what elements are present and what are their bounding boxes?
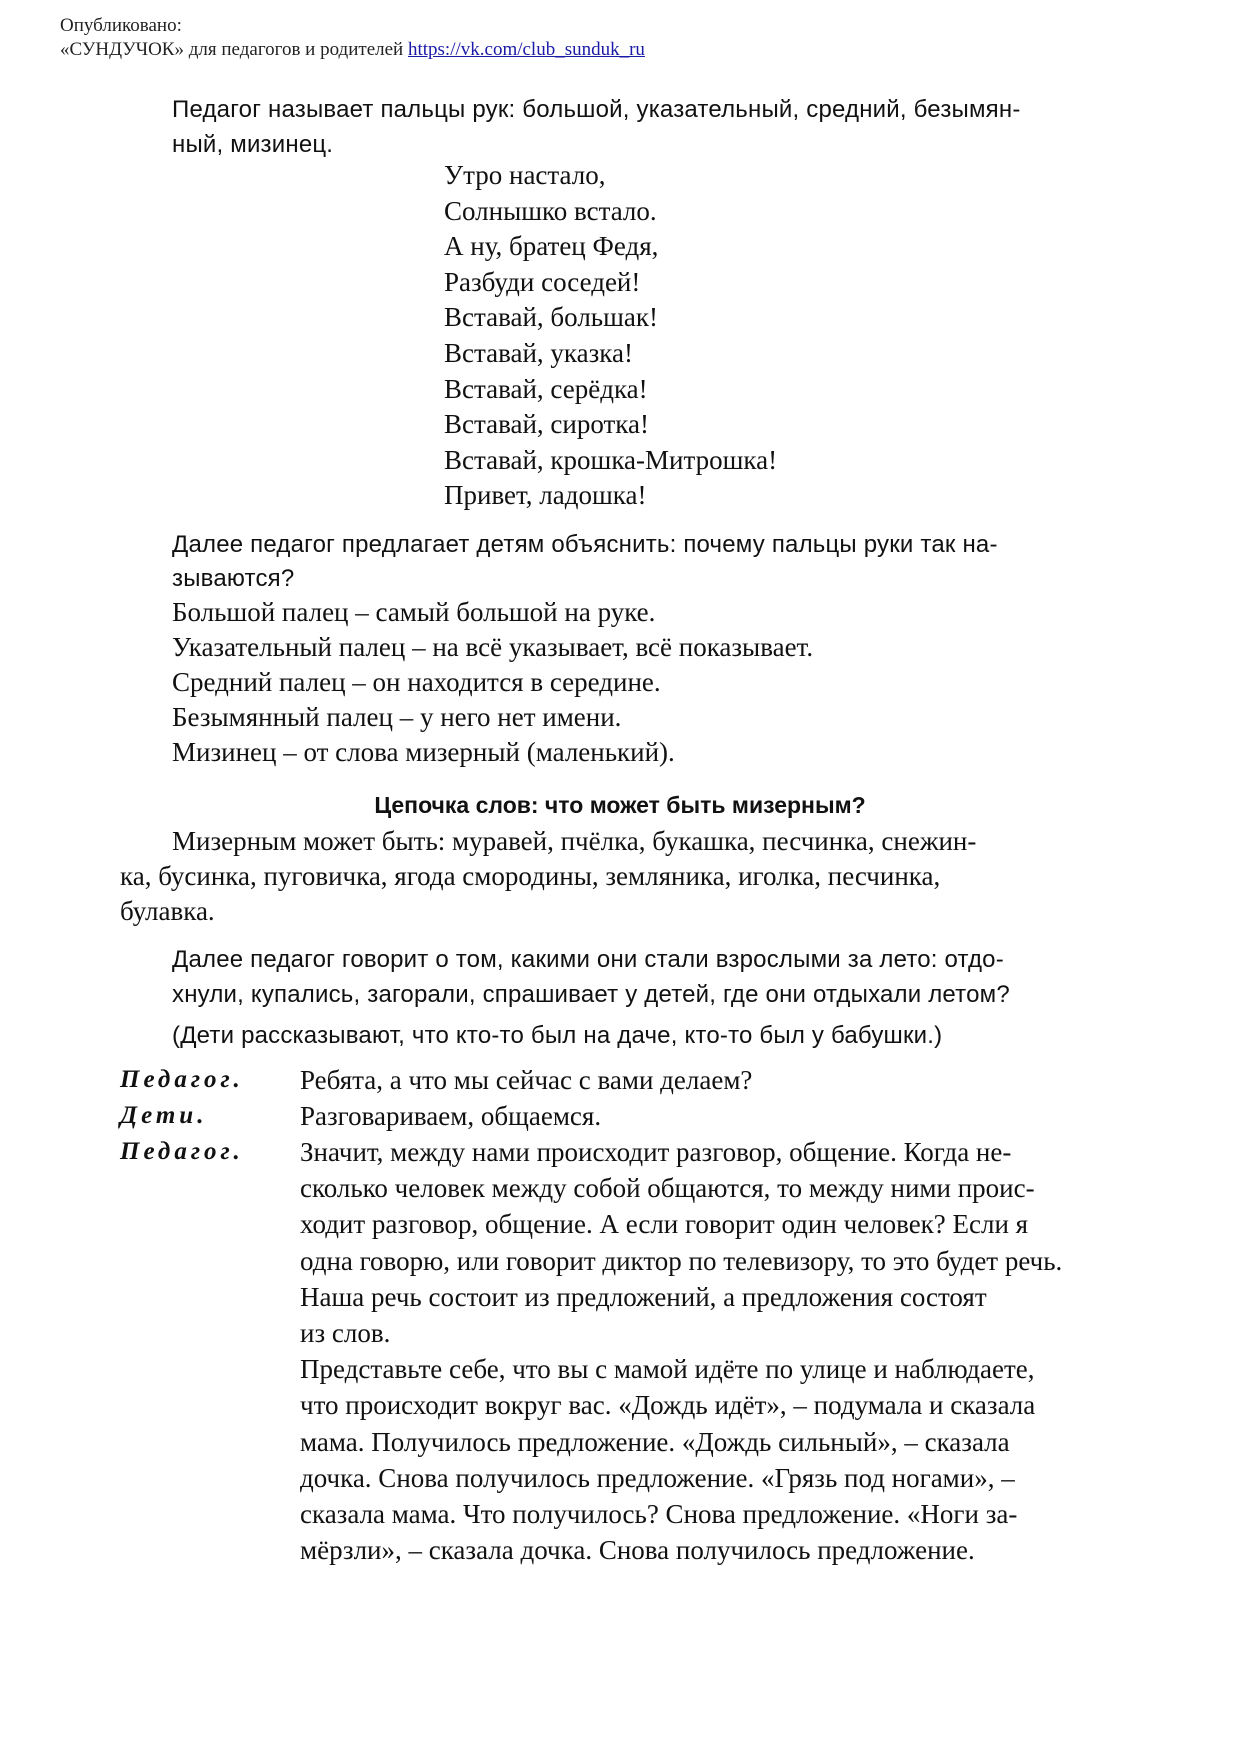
text-line: хнули, купались, загорали, спрашивает у детей, где они отдыхали летом? <box>172 981 1010 1008</box>
dialog-line: сколько человек между собой общаются, то между ними проис- <box>300 1173 1035 1204</box>
dialog-line: Наша речь состоит из предложений, а предложения состоят <box>300 1281 987 1312</box>
summer-paragraph <box>172 942 1010 1012</box>
text-line: Далее педагог предлагает детям объяснить: почему пальцы руки так на- <box>172 531 998 558</box>
dialog-line: ходит разговор, общение. А если говорит один человек? Если я <box>300 1209 1029 1240</box>
text-line: ка, бусинка, пуговичка, ягода смородины, земляника, иголка, песчинка, <box>120 861 941 891</box>
published-label: Опубликовано: <box>60 15 182 36</box>
dialog-line: мама. Получилось предложение. «Дождь сильный», – сказала <box>300 1426 1010 1457</box>
dialog-text <box>300 1062 752 1098</box>
answer-line: Указательный палец – на всё указывает, всё показывает. <box>172 632 814 662</box>
dialog-line: мёрзли», – сказала дочка. Снова получилось предложение. <box>300 1535 975 1566</box>
text-line: ный, мизинец. <box>172 131 334 158</box>
speaker-label: Дети. <box>120 1102 208 1129</box>
poem-line: Привет, ладошка! <box>444 480 647 511</box>
text-line: Мизерным может быть: муравей, пчёлка, букашка, песчинка, снежин- <box>172 826 977 856</box>
dialog-line: одна говорю, или говорит диктор по телевизору, то это будет речь. <box>300 1245 1063 1276</box>
dialog-line: Значит, между нами происходит разговор, общение. Когда не- <box>300 1137 1012 1167</box>
answer-line: Безымянный палец – у него нет имени. <box>172 702 622 732</box>
dialog-line: сказала мама. Что получилось? Снова предложение. «Ноги за- <box>300 1499 1018 1530</box>
dialog-line: Разговариваем, общаемся. <box>300 1101 602 1131</box>
vk-link[interactable]: https://vk.com/club_sunduk_ru <box>407 39 645 60</box>
children-note: (Дети рассказывают, что кто-то был на даче, кто-то был у бабушки.) <box>172 1022 943 1049</box>
section-heading: Цепочка слов: что может быть мизерным? <box>374 792 866 818</box>
speaker-label: Педагог. <box>120 1138 244 1165</box>
intro-paragraph <box>172 92 1021 162</box>
speaker-label: Педагог. <box>120 1066 244 1093</box>
dialog-line: дочка. Снова получилось предложение. «Грязь под ногами», – <box>300 1462 1015 1493</box>
publisher-name: «СУНДУЧОК» для педагогов и родителей <box>60 39 408 60</box>
dialog-line: Ребята, а что мы сейчас с вами делаем? <box>300 1065 753 1095</box>
poem-line: Вставай, серёдка! <box>444 373 648 404</box>
dialog-line: из слов. <box>300 1318 391 1349</box>
dialog-line: что происходит вокруг вас. «Дождь идёт», – подумала и сказала <box>300 1390 1036 1421</box>
poem-line: Вставай, большак! <box>444 302 658 333</box>
dialog-line: Представьте себе, что вы с мамой идёте по улице и наблюдаете, <box>300 1354 1035 1385</box>
poem-line: А ну, братец Федя, <box>444 231 659 262</box>
text-line: Педагог называет пальцы рук: большой, указательный, средний, безымян- <box>172 96 1021 123</box>
text-line: зываются? <box>172 565 295 592</box>
poem-line: Утро настало, <box>444 160 606 190</box>
text-line: булавка. <box>120 896 215 926</box>
publication-header <box>60 14 645 62</box>
dialog-text <box>300 1098 601 1134</box>
answer-line: Мизинец – от слова мизерный (маленький). <box>172 737 675 767</box>
poem-line: Вставай, сиротка! <box>444 409 649 440</box>
poem <box>444 158 777 514</box>
poem-line: Вставай, крошка-Митрошка! <box>444 444 778 475</box>
chain-paragraph <box>120 824 1140 929</box>
poem-line: Вставай, указка! <box>444 337 633 368</box>
answer-line: Большой палец – самый большой на руке. <box>172 597 656 627</box>
finger-answers <box>172 595 813 770</box>
publisher-line <box>60 38 645 62</box>
poem-line: Солнышко встало. <box>444 195 657 226</box>
poem-line: Разбуди соседей! <box>444 266 641 297</box>
question-paragraph <box>172 528 998 596</box>
dialog-text <box>300 1134 1062 1568</box>
text-line: Далее педагог говорит о том, какими они стали взрослыми за лето: отдо- <box>172 946 1004 973</box>
answer-line: Средний палец – он находится в середине. <box>172 667 661 697</box>
